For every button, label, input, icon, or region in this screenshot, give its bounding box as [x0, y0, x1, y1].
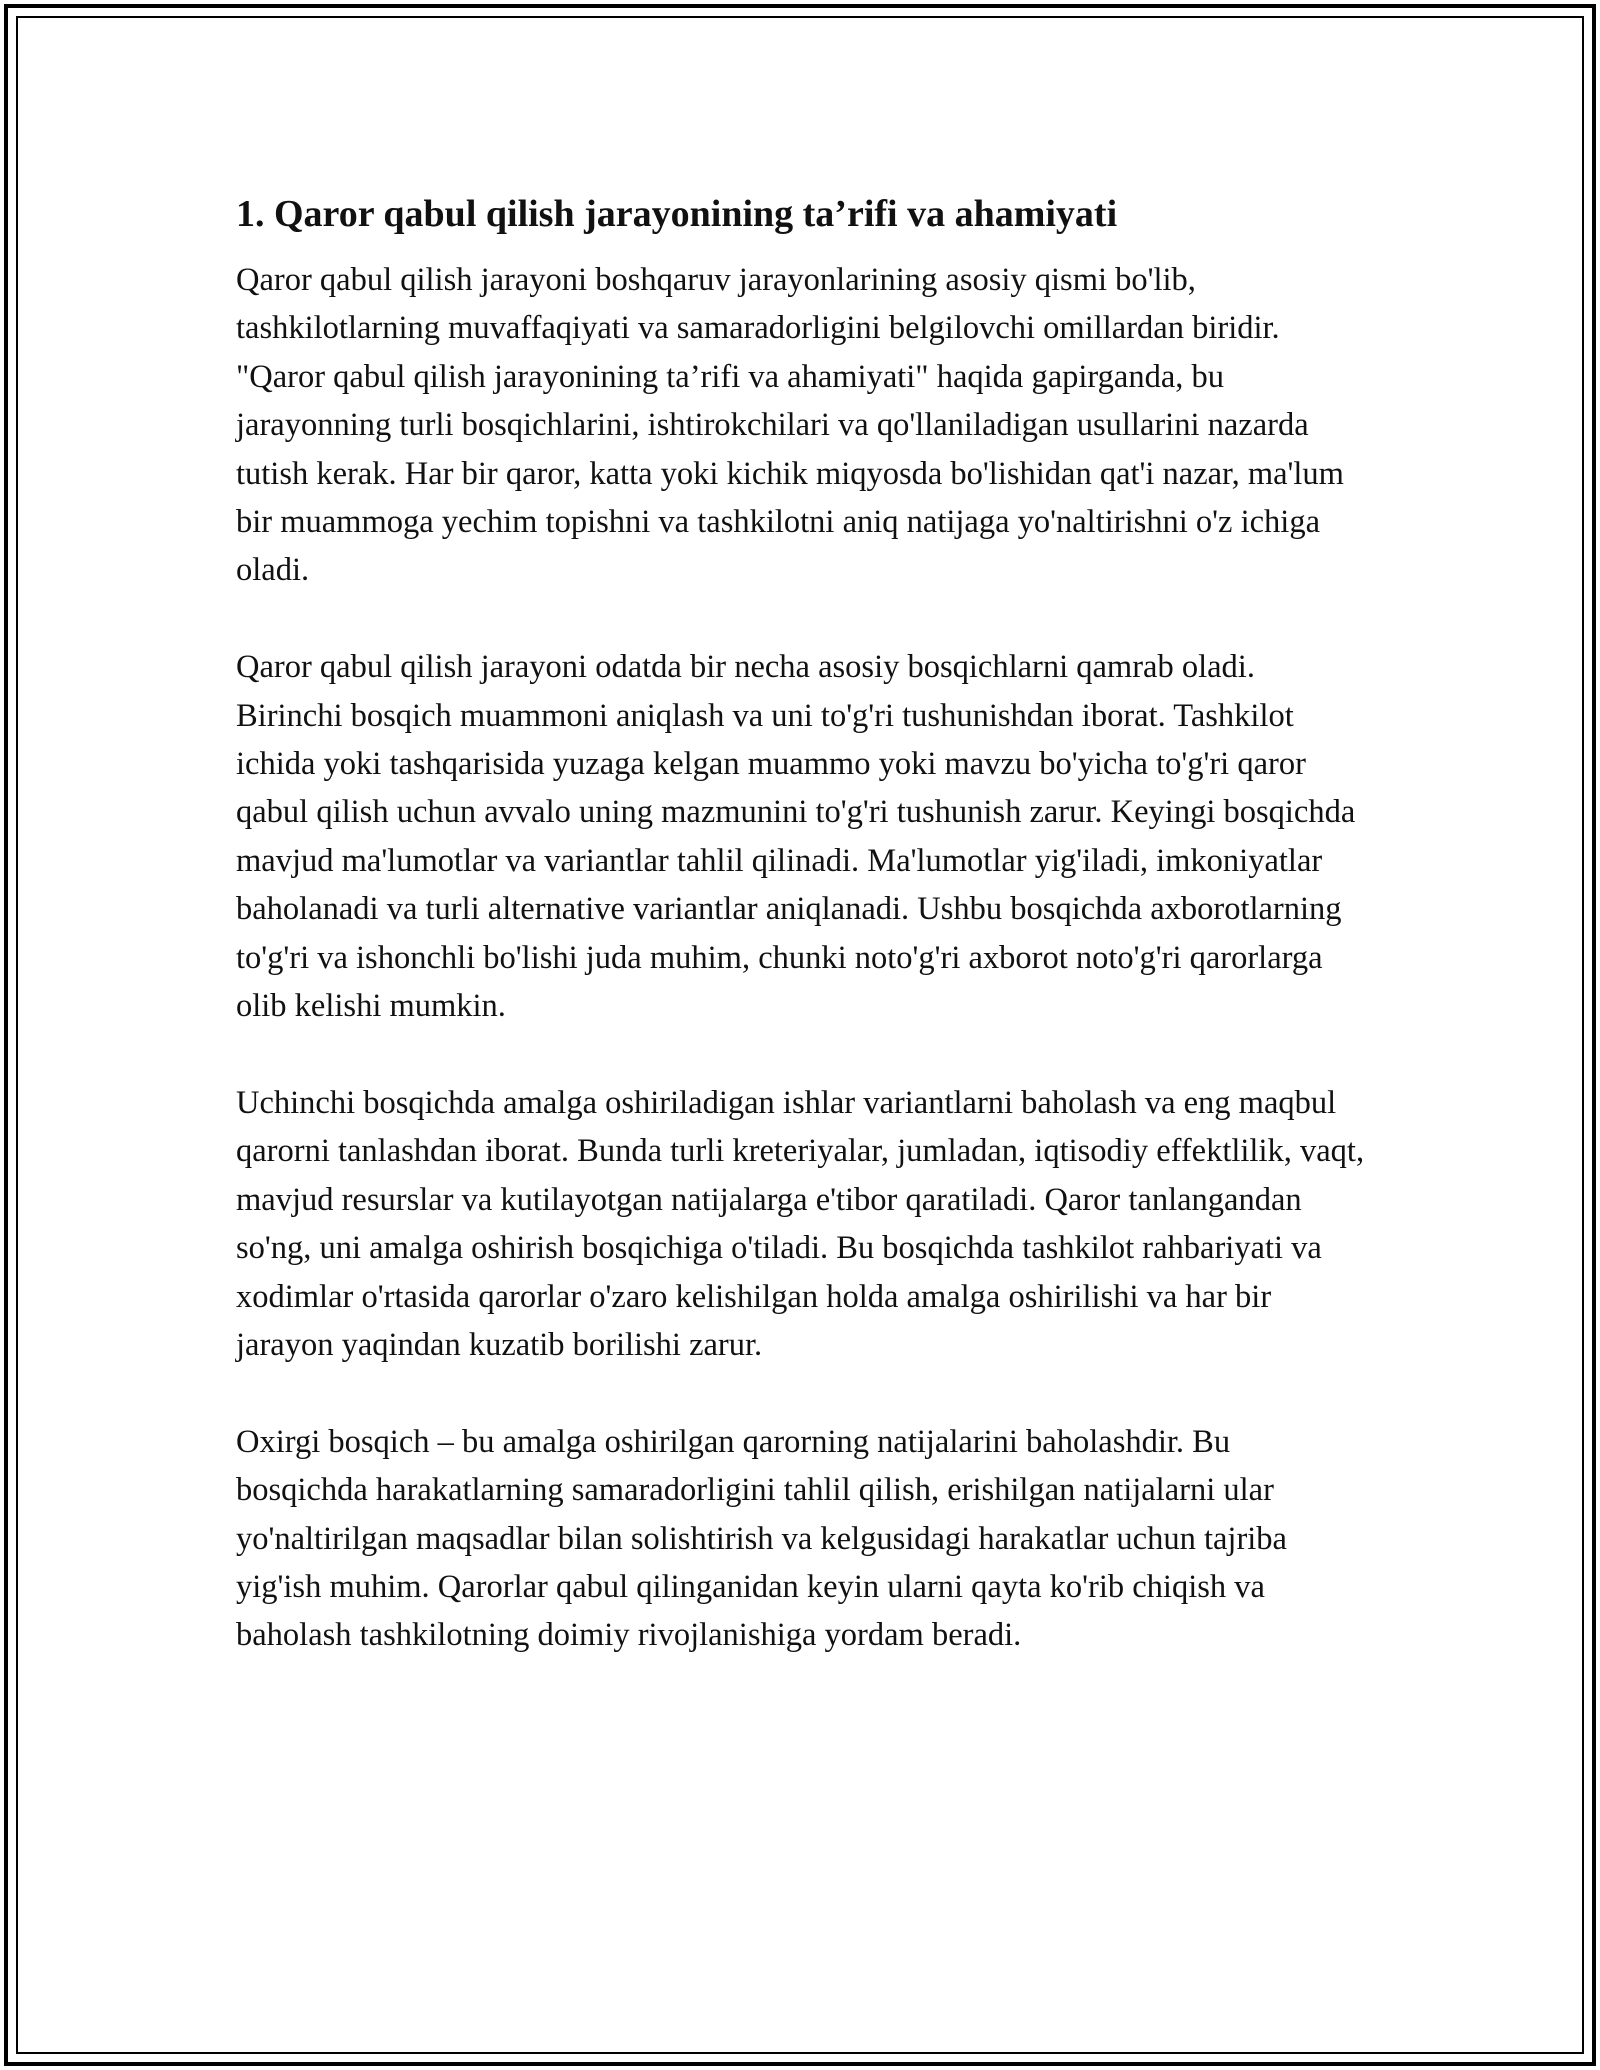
paragraph-1: Qaror qabul qilish jarayoni boshqaruv jarayonlarining asosiy qismi bo'lib, tashkilotlarning muvaffaqiyati va samaradorligini belgilovchi omillardan biridir. "Qaror qabul qilish jarayonining ta’rifi va ahamiyati" haqida gapirganda, bu jarayonning turli bosqichlarini, ishtirokchilari va qo'llaniladigan usullarini nazarda tutish kerak. Har bir qaror, katta yoki kichik miqyosda bo'lishidan qat'i nazar, ma'lum bir muammoga yechim topishni va tashkilotni aniq natijaga yo'naltirishni o'z ichiga oladi.	[236, 262, 1344, 589]
section-heading: 1. Qaror qabul qilish jarayonining ta’rifi va ahamiyati	[236, 193, 1118, 235]
document-body	[236, 186, 1366, 1708]
paragraph-2: Qaror qabul qilish jarayoni odatda bir necha asosiy bosqichlarni qamrab oladi. Birinchi bosqich muammoni aniqlash va uni to'g'ri tushunishdan iborat. Tashkilot ichida yoki tashqarisida yuzaga kelgan muammo yoki mavzu bo'yicha to'g'ri qaror qabul qilish uchun avvalo uning mazmunini to'g'ri tushunish zarur. Keyingi bosqichda mavjud ma'lumotlar va variantlar tahlil qilinadi. Ma'lumotlar yig'iladi, imkoniyatlar baholanadi va turli alternative variantlar aniqlanadi. Ushbu bosqichda axborotlarning to'g'ri va ishonchli bo'lishi juda muhim, chunki noto'g'ri axborot noto'g'ri qarorlarga olib kelishi mumkin.	[236, 649, 1356, 1025]
paragraph-3: Uchinchi bosqichda amalga oshiriladigan ishlar variantlarni baholash va eng maqbul qarorni tanlashdan iborat. Bunda turli kreteriyalar, jumladan, iqtisodiy effektlilik, vaqt, mavjud resurslar va kutilayotgan natijalarga e'tibor qaratiladi. Qaror tanlangandan so'ng, uni amalga oshirish bosqichiga o'tiladi. Bu bosqichda tashkilot rahbariyati va xodimlar o'rtasida qarorlar o'zaro kelishilgan holda amalga oshirilishi va har bir jarayon yaqindan kuzatib borilishi zarur.	[236, 1084, 1365, 1363]
paragraph-4: Oxirgi bosqich – bu amalga oshirilgan qarorning natijalarini baholashdir. Bu bosqichda harakatlarning samaradorligini tahlil qilish, erishilgan natijalarni ular yo'naltirilgan maqsadlar bilan solishtirish va kelgusidagi harakatlar uchun tajriba yig'ish muhim. Qarorlar qabul qilinganidan keyin ularni qayta ko'rib chiqish va baholash tashkilotning doimiy rivojlanishiga yordam beradi.	[236, 1423, 1287, 1654]
